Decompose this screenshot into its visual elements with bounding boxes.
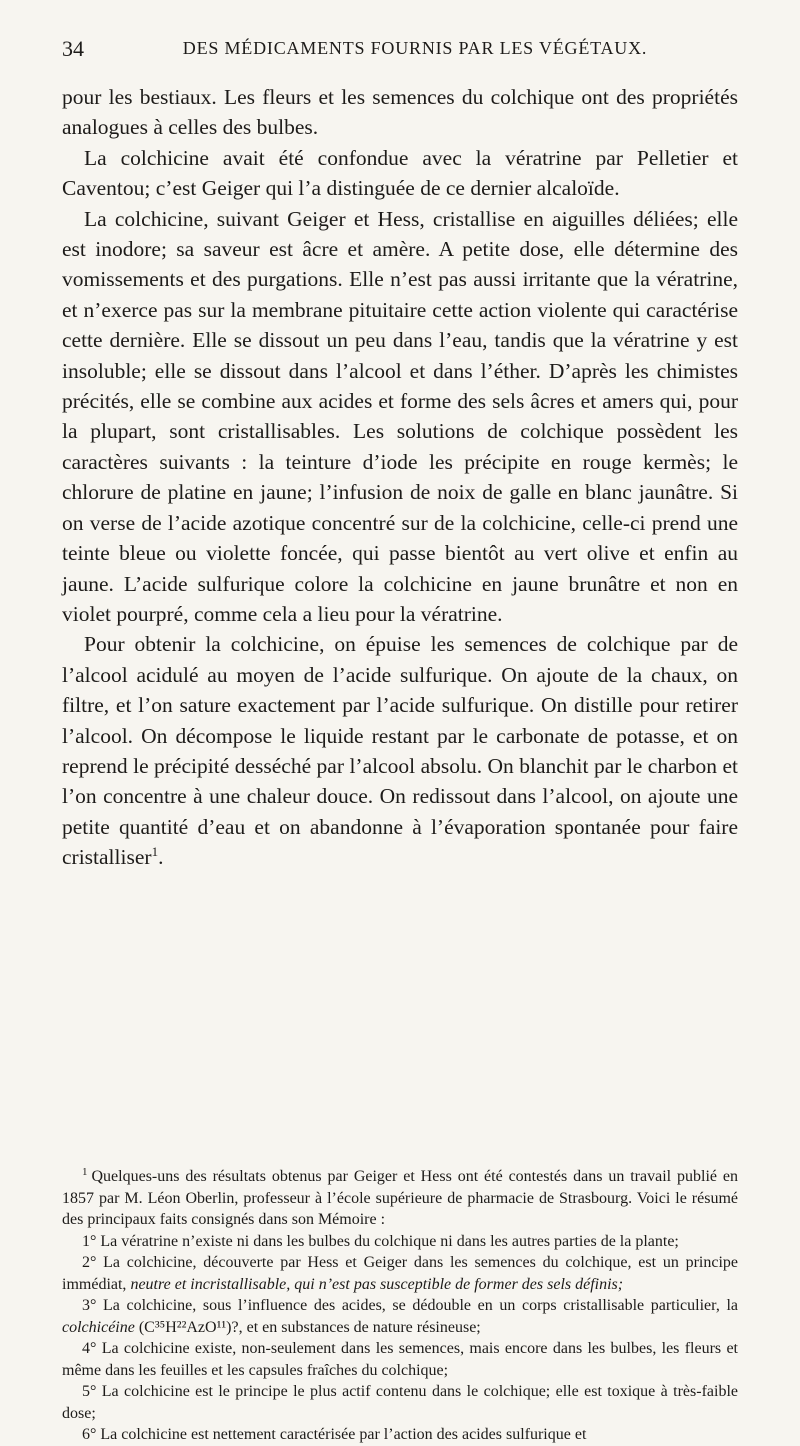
footnote-item-6: 6° La colchicine est nettement caractérisée par l’action des acides sulfurique et bbox=[82, 1426, 587, 1443]
footnote-item-5: 5° La colchicine est le principe le plus actif contenu dans le colchique; elle est toxique à très-faible dose; bbox=[62, 1383, 738, 1422]
footnote-mark: 1 bbox=[82, 1165, 88, 1178]
footnote-item-2-text: 2° La colchicine, découverte par Hess et Geiger dans les semences du colchique, est un principe immédiat, bbox=[62, 1254, 738, 1293]
running-title: DES MÉDICAMENTS FOURNIS PAR LES VÉGÉTAUX. bbox=[182, 38, 648, 58]
footnotes bbox=[62, 1166, 738, 1446]
footnote-intro bbox=[62, 1166, 738, 1231]
main-text bbox=[62, 82, 738, 873]
footnote-item-1: 1° La vératrine n’existe ni dans les bulbes du colchique ni dans les autres parties de la plante; bbox=[82, 1232, 679, 1250]
footnote-item-2 bbox=[62, 1252, 738, 1295]
footnote-item-3-text: 3° La colchicine, sous l’influence des acides, se dédouble en un corps cristallisable particulier, la bbox=[82, 1297, 738, 1314]
paragraph-3: La colchicine, suivant Geiger et Hess, cristallise en aiguilles déliées; elle est inodore; sa saveur est âcre et amère. A petite dose, elle détermine des vomissements et des purgations. Elle n’est pas aussi irritante que la vératrine, et n’exerce pas sur la membrane pituitaire cette action violente qui caractérise cette dernière. Elle se dissout un peu dans l’eau, tandis que la vératrine y est insoluble; elle se dissout dans l’alcool et dans l’éther. D’après les chimistes précités, elle se combine aux acides et forme des sels âcres et amers qui, pour la plupart, sont cristallisables. Les solutions de colchique possèdent les caractères suivants : la teinture d’iode les précipite en rouge kermès; le chlorure de platine en jaune; l’infusion de noix de galle en blanc jaunâtre. Si on verse de l’acide azotique concentré sur de la colchicine, celle-ci prend une teinte bleue ou violette foncée, qui passe bientôt au vert olive et enfin au jaune. L’acide sulfurique colore la colchicine en jaune brunâtre et non en violet pourpré, comme cela a lieu pour la vératrine. bbox=[62, 206, 738, 626]
page-header bbox=[62, 36, 738, 70]
footnote-item-3-italic: colchicéine bbox=[62, 1318, 135, 1336]
footnote-item-4: 4° La colchicine existe, non-seulement dans les semences, mais encore dans les bulbes, les fleurs et même dans les feuilles et les capsules fraîches du colchique; bbox=[62, 1340, 738, 1379]
page-number: 34 bbox=[62, 36, 84, 61]
paragraph-4: Pour obtenir la colchicine, on épuise les semences de colchique par de l’alcool acidulé au moyen de l’acide sulfurique. On ajoute de la chaux, on filtre, et l’on sature exactement par l’acide sulfurique. On distille pour retirer l’alcool. On décompose le liquide restant par le carbonate de potasse, et on reprend le précipité desséché par l’alcool absolu. On blanchit par le charbon et l’on concentre à une chaleur douce. On redissout dans l’alcool, on ajoute une petite quantité d’eau et on abandonne à l’évaporation spontanée pour faire cristalliser$^1$. bbox=[62, 632, 738, 870]
footnote-item-3-text-end: (C³⁵H²²AzO¹¹)?, et en substances de nature résineuse; bbox=[134, 1318, 481, 1336]
paragraph-2: La colchicine avait été confondue avec la vératrine par Pelletier et Caventou; c’est Geiger qui l’a distinguée de ce dernier alcaloïde. bbox=[62, 145, 738, 201]
footnote-intro-text: Quelques-uns des résultats obtenus par Geiger et Hess ont été contestés dans un travail publié en 1857 par M. Léon Oberlin, professeur à l’école supérieure de pharmacie de Strasbourg. Voici le résumé des principaux faits consignés dans son Mémoire : bbox=[62, 1168, 738, 1228]
footnote-reference: 1 bbox=[151, 844, 159, 859]
paragraph-4-text: Pour obtenir la colchicine, on épuise les semences de colchique par de l’alcool acidulé au moyen de l’acide sulfurique. On ajoute de la chaux, on filtre, et l’on sature exactement par l’acide sulfurique. On distille pour retirer l’alcool. On décompose le liquide restant par le carbonate de potasse, et on reprend le précipité desséché par l’alcool absolu. On blanchit par le charbon et l’on concentre à une chaleur douce. On redissout dans l’alcool, on ajoute une petite quantité d’eau et on abandonne à l’évaporation spontanée pour faire cristalliser bbox=[62, 632, 738, 870]
footnote-item-3 bbox=[62, 1295, 738, 1338]
paragraph-1: pour les bestiaux. Les fleurs et les semences du colchique ont des propriétés analogues à celles des bulbes. bbox=[62, 85, 738, 140]
footnote-item-2-italic: neutre et incristallisable, qui n’est pas susceptible de former des sels définis; bbox=[130, 1275, 624, 1293]
